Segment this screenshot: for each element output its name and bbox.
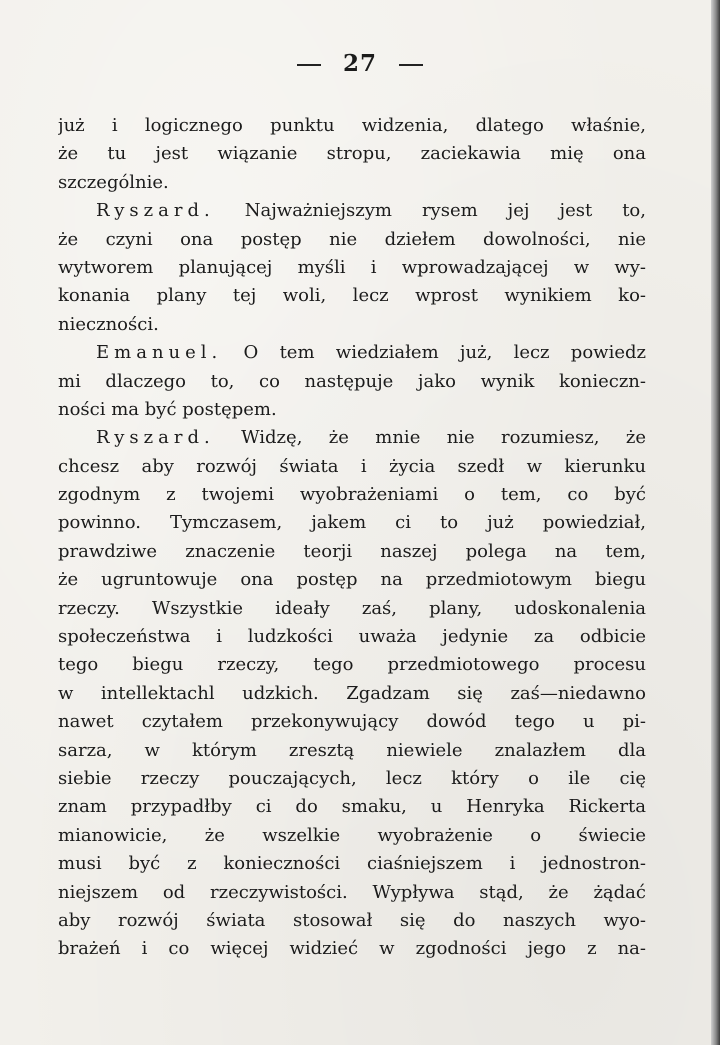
text-line: mianowicie, że wszelkie wyobrażenie o świecie [58,824,646,846]
text-line: społeczeństwa i ludzkości uważa jedynie za odbicie [58,626,646,648]
text-line: rzeczy. Wszystkie ideały zaś, plany, udoskonalenia [58,597,646,619]
speaker-name: Emanuel. [96,342,223,364]
text-line: zgodnym z twojemi wyobrażeniami o tem, co być [58,484,646,506]
text-line: brażeń i co więcej widzieć w zgodności jego z na- [58,938,646,960]
speaker-name: Ryszard. [96,427,215,449]
page-edge-shadow [711,0,720,1045]
text-line: prawdziwe znaczenie teorji naszej polega na tem, [58,540,646,562]
text-line: już i logicznego punktu widzenia, dlatego właśnie, [58,115,646,136]
text-line: musi być z konieczności ciaśniejszem i jednostron- [58,853,646,875]
text-line: chcesz aby rozwój świata i życia szedł w kierunku [58,455,646,477]
text-line: tego biegu rzeczy, tego przedmiotowego procesu [58,654,646,676]
text-line: aby rozwój świata stosował się do naszych wyo- [58,909,646,931]
page-number-dash-right [399,64,423,66]
text-line: mi dlaczego to, co następuje jako wynik konieczn- [58,370,646,392]
text-line: w intellektachl udzkich. Zgadzam się zaś—niedawno [58,682,646,704]
text-line: nieczności. [58,313,159,335]
text-line: nawet czytałem przekonywujący dowód tego u pi- [58,711,646,733]
dialogue-text: Najważniejszym rysem jej jest to, [244,200,646,222]
page-number-value: 27 [342,50,377,77]
text-line: że ugruntowuje ona postęp na przedmiotowym biegu [58,569,646,591]
body-text [58,112,646,964]
text-line: niejszem od rzeczywistości. Wypływa stąd, że żądać [58,881,646,903]
text-line: konania plany tej woli, lecz wprost wynikiem ko- [58,285,646,307]
text-line: znam przypadłby ci do smaku, u Henryka Rickerta [58,796,646,818]
dialogue-line-first [58,197,646,225]
text-line: że tu jest wiązanie stropu, zaciekawia mię ona [58,143,646,165]
text-line: wytworem planującej myśli i wprowadzającej w wy- [58,256,646,278]
dialogue-line-first [58,424,646,452]
text-line: sarza, w którym zresztą niewiele znalazłem dla [58,739,646,761]
dialogue-line-first [58,339,646,367]
page-number [0,50,720,77]
text-line: powinno. Tymczasem, jakem ci to już powiedział, [58,512,646,534]
speaker-name: Ryszard. [96,200,215,222]
text-line: szczególnie. [58,171,169,193]
text-line: siebie rzeczy pouczających, lecz który o ile cię [58,767,646,789]
dialogue-text: O tem wiedziałem już, lecz powiedz [243,342,646,364]
text-line: że czyni ona postęp nie dziełem dowolności, nie [58,228,646,250]
text-line: ności ma być postępem. [58,398,277,420]
page-number-dash-left [297,64,321,66]
dialogue-text: Widzę, że mnie nie rozumiesz, że [241,427,646,449]
